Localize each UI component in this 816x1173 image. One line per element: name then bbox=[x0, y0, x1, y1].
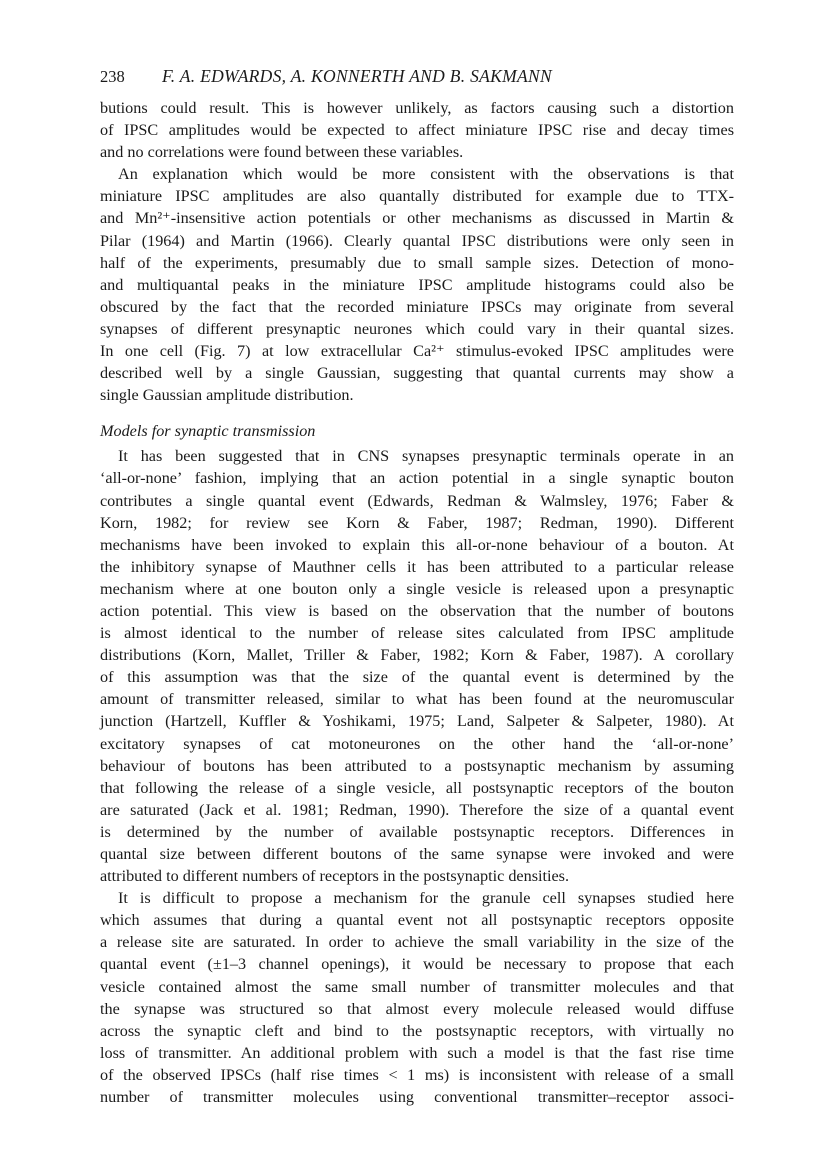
text-line: miniature IPSC amplitudes are also quantally distributed for example due to TTX- bbox=[100, 187, 734, 206]
text-line: are saturated (Jack et al. 1981; Redman, 1990). Therefore the size of a quantal event bbox=[100, 800, 734, 819]
intro-text bbox=[100, 97, 734, 406]
text-line: In one cell (Fig. 7) at low extracellular Ca²⁺ stimulus-evoked IPSC amplitudes were bbox=[100, 342, 734, 361]
text-line: attributed to different numbers of receptors in the postsynaptic densities. bbox=[100, 867, 570, 886]
text-line: of IPSC amplitudes would be expected to affect miniature IPSC rise and decay times bbox=[100, 121, 734, 140]
text-line: number of transmitter molecules using conventional transmitter–receptor associ- bbox=[100, 1088, 734, 1107]
text-line: Pilar (1964) and Martin (1966). Clearly quantal IPSC distributions were only seen in bbox=[100, 231, 734, 250]
text-line: of this assumption was that the size of the quantal event is determined by the bbox=[100, 668, 734, 687]
text-line: amount of transmitter released, similar to what has been found at the neuromuscular bbox=[100, 690, 734, 709]
text-line: described well by a single Gaussian, suggesting that quantal currents may show a bbox=[100, 364, 734, 383]
text-line: excitatory synapses of cat motoneurones on the other hand the ‘all-or-none’ bbox=[100, 734, 734, 753]
text-line: quantal size between different boutons of the same synapse were invoked and were bbox=[100, 845, 734, 863]
text-line: single Gaussian amplitude distribution. bbox=[100, 386, 354, 405]
text-line: half of the experiments, presumably due to small sample sizes. Detection of mono- bbox=[100, 253, 734, 272]
text-line: quantal event (±1–3 channel openings), it would be necessary to propose that each bbox=[100, 955, 734, 974]
section-heading: Models for synaptic transmission bbox=[100, 422, 316, 441]
text-line: mechanisms have been invoked to explain this all-or-none behaviour of a bouton. At bbox=[100, 535, 734, 554]
running-title: F. A. EDWARDS, A. KONNERTH AND B. SAKMANN bbox=[162, 66, 552, 86]
paragraph bbox=[100, 887, 734, 1108]
journal-page bbox=[100, 66, 734, 1108]
page-number: 238 bbox=[100, 67, 125, 86]
text-line: of the observed IPSCs (half rise times < 1 ms) is inconsistent with release of a small bbox=[100, 1065, 734, 1084]
text-line: and no correlations were found between these variables. bbox=[100, 143, 464, 162]
text-line: and Mn²⁺-insensitive action potentials or other mechanisms as discussed in Martin & bbox=[100, 209, 734, 228]
text-line: the synapse was structured so that almost every molecule released would diffuse bbox=[100, 999, 734, 1018]
text-line: It is difficult to propose a mechanism for the granule cell synapses studied here bbox=[118, 889, 734, 908]
text-line: vesicle contained almost the same small number of transmitter molecules and that bbox=[100, 977, 734, 996]
text-line: It has been suggested that in CNS synapses presynaptic terminals operate in an bbox=[118, 447, 734, 466]
text-line: loss of transmitter. An additional problem with such a model is that the fast rise time bbox=[100, 1043, 734, 1062]
text-line: mechanism where at one bouton only a single vesicle is released upon a presynaptic bbox=[100, 579, 734, 598]
text-line: ‘all-or-none’ fashion, implying that an action potential in a single synaptic bouton bbox=[100, 469, 734, 488]
text-line: synapses of different presynaptic neurones which could vary in their quantal sizes. bbox=[100, 319, 734, 338]
text-line: a release site are saturated. In order to achieve the small variability in the size of the bbox=[100, 933, 734, 952]
text-line: contributes a single quantal event (Edwards, Redman & Walmsley, 1976; Faber & bbox=[100, 491, 734, 510]
text-line: butions could result. This is however unlikely, as factors causing such a distortion bbox=[100, 99, 734, 117]
text-line: junction (Hartzell, Kuffler & Yoshikami, 1975; Land, Salpeter & Salpeter, 1980). At bbox=[100, 712, 734, 731]
text-line: distributions (Korn, Mallet, Triller & Faber, 1982; Korn & Faber, 1987). A corollary bbox=[100, 646, 734, 665]
text-line: obscured by the fact that the recorded miniature IPSCs may originate from several bbox=[100, 297, 734, 316]
text-line: behaviour of boutons has been attributed to a postsynaptic mechanism by assuming bbox=[100, 756, 734, 775]
paragraph bbox=[100, 445, 734, 887]
section-text bbox=[100, 445, 734, 1108]
paragraph bbox=[100, 97, 734, 163]
text-line: that following the release of a single vesicle, all postsynaptic receptors of the bouton bbox=[100, 778, 734, 797]
text-line: and multiquantal peaks in the miniature IPSC amplitude histograms could also be bbox=[100, 275, 734, 294]
text-line: which assumes that during a quantal event not all postsynaptic receptors opposite bbox=[100, 911, 734, 930]
page-header bbox=[100, 66, 734, 92]
text-line: action potential. This view is based on the observation that the number of boutons bbox=[100, 601, 734, 620]
text-line: is determined by the number of available postsynaptic receptors. Differences in bbox=[100, 822, 734, 841]
text-line: Korn, 1982; for review see Korn & Faber, 1987; Redman, 1990). Different bbox=[100, 513, 734, 532]
text-line: across the synaptic cleft and bind to the postsynaptic receptors, with virtually no bbox=[100, 1021, 734, 1040]
text-line: An explanation which would be more consistent with the observations is that bbox=[118, 165, 734, 184]
text-line: is almost identical to the number of release sites calculated from IPSC amplitude bbox=[100, 624, 734, 643]
text-line: the inhibitory synapse of Mauthner cells it has been attributed to a particular release bbox=[100, 557, 734, 576]
paragraph bbox=[100, 163, 734, 406]
